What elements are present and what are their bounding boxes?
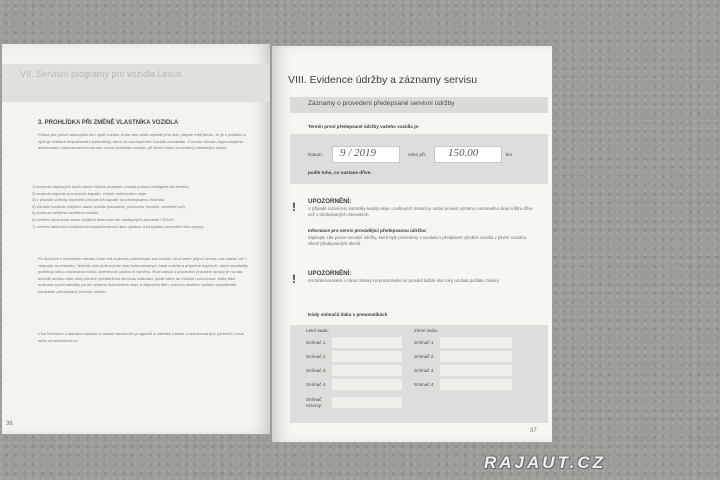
date-label: Datum: <box>308 152 323 157</box>
list-item: 2) kontrola nájezdu provozních kapalin, včetně motorového oleje, <box>32 190 148 196</box>
summer-sensor-label: Snímač 3 <box>306 368 326 373</box>
winter-sensor-4-field[interactable] <box>440 379 512 390</box>
intro-paragraph: Pokud jste právě zakoupili/a toto ojeté vozidlo, bude vás určitě zajímat jeho stav, abyste měli jistotu, že je v pořádku a splňuje veškeré bezpečnostní požadavky, které od zakoupeného vozidla očekáváte. Z tohoto důvodu doporučujeme absolvovat u autorizovaného servisu Lexus prohlídku vozidla, při které budou provedeny následující úkony <box>38 132 246 151</box>
winter-set-label: Zimní sada: <box>414 328 438 333</box>
summer-sensor-label: Snímač 2 <box>306 354 326 359</box>
list-item: 6) ověření správnosti stavu vnějších blokování dle dostupných záznamů LEXUS, <box>32 216 175 222</box>
spare-sensor-label: Snímač rezervy: <box>306 397 323 408</box>
first-service-label: Termín první předepsané údržby vašeho vozidla je: <box>308 124 420 129</box>
list-item: 7) ověření aktivních svolávacích bezpečnostních akcí výrobce a bezplatné provedení těto opravy. <box>32 223 205 229</box>
winter-sensor-2-field[interactable] <box>440 351 512 362</box>
exclamation-icon: ! <box>292 272 296 286</box>
warning-title: UPOZORNĚNÍ: <box>308 198 352 205</box>
warning-text-2: Kontrola karoserie v rámci záruky na prorezavění se provádí každé dva roky od data počátku záruky. <box>308 278 500 283</box>
watermark-logo: RAJAUT.CZ <box>484 453 607 472</box>
list-item: 4) vizuální kontrola vnějšího stavu vozidla (karoserie, podvozku, tlumičů, zavěšení kol), <box>32 203 186 209</box>
section-heading: 3. PROHLÍDKA PŘI ZMĚNĚ VLASTNÍKA VOZIDLA <box>38 120 179 126</box>
whichever-first-note: podle toho, co nastane dříve. <box>308 170 372 175</box>
list-item: 5) kontrola vnějšího osvětlení vozidla, <box>32 210 99 216</box>
right-page-number: 37 <box>530 428 537 434</box>
left-page <box>2 44 270 434</box>
summer-sensor-1-field[interactable] <box>332 337 402 348</box>
winter-sensor-3-field[interactable] <box>440 365 512 376</box>
summer-sensor-4-field[interactable] <box>332 379 402 390</box>
winter-sensor-label: Snímač 3 <box>414 368 434 373</box>
right-page-subtitle: Záznamy o provedení předepsané servisní údržby <box>308 100 455 107</box>
summer-sensor-3-field[interactable] <box>332 365 402 376</box>
mileage-handwritten: 150.00 <box>448 147 479 159</box>
winter-sensor-label: Snímač 2 <box>414 354 434 359</box>
right-page <box>272 46 552 442</box>
summer-sensor-2-field[interactable] <box>332 351 402 362</box>
technician-paragraph: Po domluvě s technikem servisu bude mít možnost prohlédnout své vozidlo na přímém příjmu servisu „na vlastní oči" i zespodu na zvedáku. Technik vám poté popíše stav kontrolovaných částí vozidla a případné doporučí, které součástky potřebují nebo v budoucnu budou potřebovat údržbu či výměnu. Rozhodnutí o provedení případné opravy je na vás, technik servisu vám vždy předloží předběžnou cenovou kalkulaci, podle které se můžete rozhodnout. Máte také možnost využít nabídky pouze výměny motorového oleje a olejového filtru, pokud u starého vozidla nepodléháte kompletní předepsaný servisní údržbu. <box>38 256 248 294</box>
warning-title-2: UPOZORNĚNÍ: <box>308 270 352 277</box>
right-page-title: VIII. Evidence údržby a záznamy servisu <box>288 74 478 86</box>
summer-sensor-label: Snímač 1 <box>306 340 326 345</box>
tpms-title: Kódy snímačů tlaku v pneumatikách <box>308 312 388 317</box>
open-booklet <box>2 44 552 444</box>
service-info-text: Zapisujte zde pouze servisní údržby, které byly provedeny v souladu s předpisem výrobce vozidla v plném rozsahu všech předepsaných úkonů. <box>308 235 526 247</box>
service-info-title: Informace pro servis provádějící předepsanou údržbu: <box>308 228 427 233</box>
or-label: nebo při: <box>408 152 426 157</box>
more-info-paragraph: Více informací o aktuální nabídce a cenách servisních programů a nabídek získáte u autorizovaných partnerů Lexus nebo na www.lexus.cz <box>38 331 244 343</box>
winter-sensor-1-field[interactable] <box>440 337 512 348</box>
list-item: 1) kontrola chybových kódů všech řídicích jednotek vozidla pomocí inteligentního testeru, <box>32 184 190 189</box>
winter-sensor-label: Snímač 1 <box>414 340 434 345</box>
exclamation-icon: ! <box>292 200 296 214</box>
winter-sensor-label: Snímač 4 <box>414 382 434 387</box>
left-page-title: VII. Servisní programy pro vozidla Lexus <box>20 69 182 79</box>
date-handwritten: 9 / 2019 <box>340 147 377 159</box>
spare-sensor-field[interactable] <box>332 397 402 408</box>
summer-sensor-label: Snímač 4 <box>306 382 326 387</box>
warning-text: V případě rozsvícení kontrolky kvality oleje u naftových motorů je nutné provést výměnu motorového oleje a filtru dříve než v předepsaných intervalech. <box>308 206 533 218</box>
list-item: 3) v případě potřeby doplnění provozních kapalin na předepsanou hodnotu, <box>32 197 166 203</box>
inspection-list <box>32 184 248 230</box>
summer-set-label: Letní sada: <box>306 328 329 333</box>
km-label: km <box>506 152 513 157</box>
left-page-number: 36 <box>6 421 13 427</box>
service-date-box <box>290 134 548 184</box>
